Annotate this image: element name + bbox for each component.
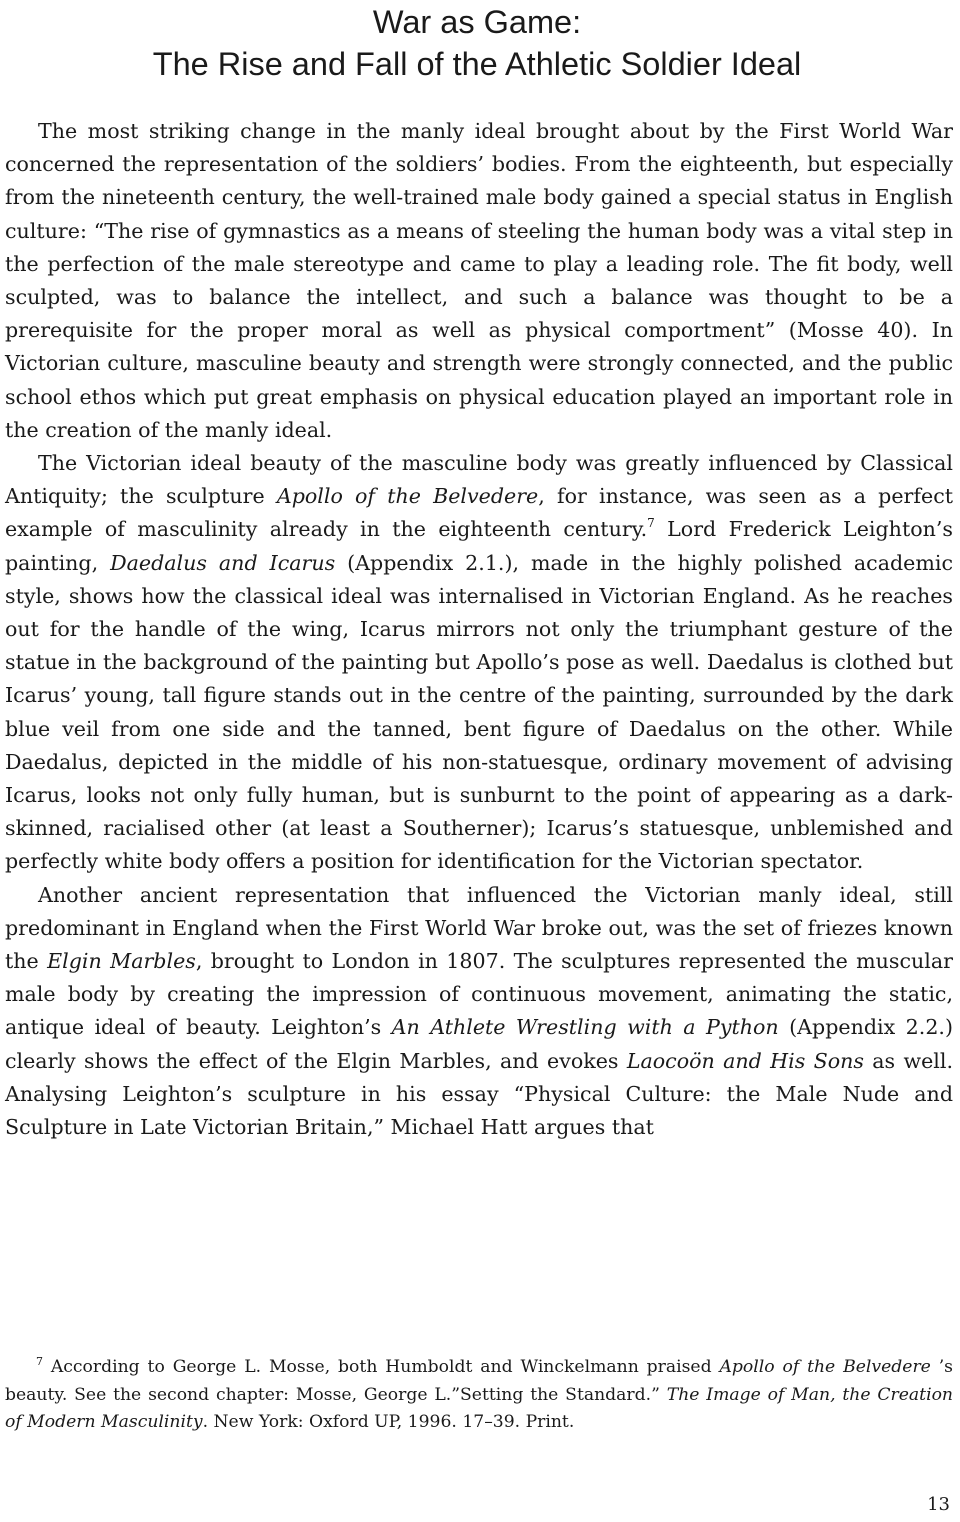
footnote-text: . New York: Oxford UP, 1996. 17–39. Print. [202, 1412, 575, 1432]
paragraph-3-text: as well. Analysing Leighton’s sculpture in his essay “Physical Culture: the Male Nude and Sculpture in Late Victorian Britain,” Michael Hatt argues that [5, 1048, 953, 1140]
paragraph-2 [5, 447, 953, 879]
footnote-number: 7 [36, 1355, 43, 1368]
paragraph-2-text: , for instance, was seen as a perfect example of masculinity already in the eighteenth century. [5, 484, 953, 542]
chapter-title-line-1: War as Game: [372, 4, 582, 40]
paragraph-3-text: (Appendix 2.2.) clearly shows the effect of the Elgin Marbles, and evokes [5, 1015, 954, 1073]
paragraph-1-text: The most striking change in the manly ideal brought about by the First World War concerned the representation of the soldiers’ bodies. From the eighteenth, but especially from the nineteenth century, the well-trained male body gained a special status in English culture: “The rise of gymnastics as a means of steeling the human body was a vital step in the perfection of the male stereotype and came to play a leading role. The fit body, well sculpted, was to balance the intellect, and such a balance was thought to be a prerequisite for the proper moral as well as physical comportment” (Mosse 40). In Victorian culture, masculine beauty and strength were strongly connected, and the public school ethos which put great emphasis on physical education played an important role in the creation of the manly ideal. [5, 119, 953, 442]
paragraph-3-text: , brought to London in 1807. The sculptures represented the muscular male body by creating the impression of continuous movement, animating the static, antique ideal of beauty. Leighton’s [5, 949, 953, 1040]
chapter-title [0, 0, 954, 85]
footnote-text: According to George L. Mosse, both Humboldt and Winckelmann praised [43, 1357, 720, 1377]
footnote-title-apollo: Apollo of the Belvedere [719, 1357, 931, 1377]
artwork-title-daedalus: Daedalus and Icarus [110, 550, 336, 575]
paragraph-3-text: Another ancient representation that influenced the Victorian manly ideal, still predominant in England when the First World War broke out, was the set of friezes known the [5, 882, 953, 974]
footnote [5, 1354, 953, 1437]
paragraph-1 [5, 115, 953, 447]
page-number: 13 [927, 1494, 950, 1515]
paragraph-2-text: The Victorian ideal beauty of the masculine body was greatly influenced by Classical Antiquity; the sculpture [5, 451, 953, 509]
paragraph-3 [5, 879, 953, 1145]
footnote-text: ’s beauty. See the second chapter: Mosse, George L.”Setting the Standard.” [5, 1357, 954, 1405]
body-text [5, 115, 953, 1144]
paragraph-2-text: Lord Frederick Leighton’s painting, [5, 517, 953, 575]
chapter-title-line-2: The Rise and Fall of the Athletic Soldier Ideal [152, 46, 802, 82]
artwork-title-laocoon: Laocoön and His Sons [626, 1048, 864, 1073]
artwork-title-athlete: An Athlete Wrestling with a Python [391, 1015, 779, 1040]
artwork-title-apollo: Apollo of the Belvedere [276, 484, 539, 509]
paragraph-2-text: (Appendix 2.1.), made in the highly polished academic style, shows how the classical ideal was internalised in Victorian England. As he reaches out for the handle of the wing, Icarus mirrors not only the triumphant gesture of the statue in the background of the painting but Apollo’s pose as well. Daedalus is clothed but Icarus’ young, tall figure stands out in the centre of the painting, surrounded by the dark blue veil from one side and the tanned, bent figure of Daedalus on the other. While Daedalus, depicted in the middle of his non-statuesque, ordinary movement of advising Icarus, looks not only fully human, but is sunburnt to the point of appearing as a dark-skinned, racialised other (at least a Southerner); Icarus’s statuesque, unblemished and perfectly white body offers a position for identification for the Victorian spectator. [5, 550, 953, 874]
footnote-reference[interactable]: 7 [647, 516, 655, 531]
artwork-title-elgin: Elgin Marbles [47, 949, 196, 974]
footnote-7 [5, 1354, 953, 1437]
footnote-book-title: The Image of Man, the Creation of Modern Masculinity [5, 1384, 953, 1432]
